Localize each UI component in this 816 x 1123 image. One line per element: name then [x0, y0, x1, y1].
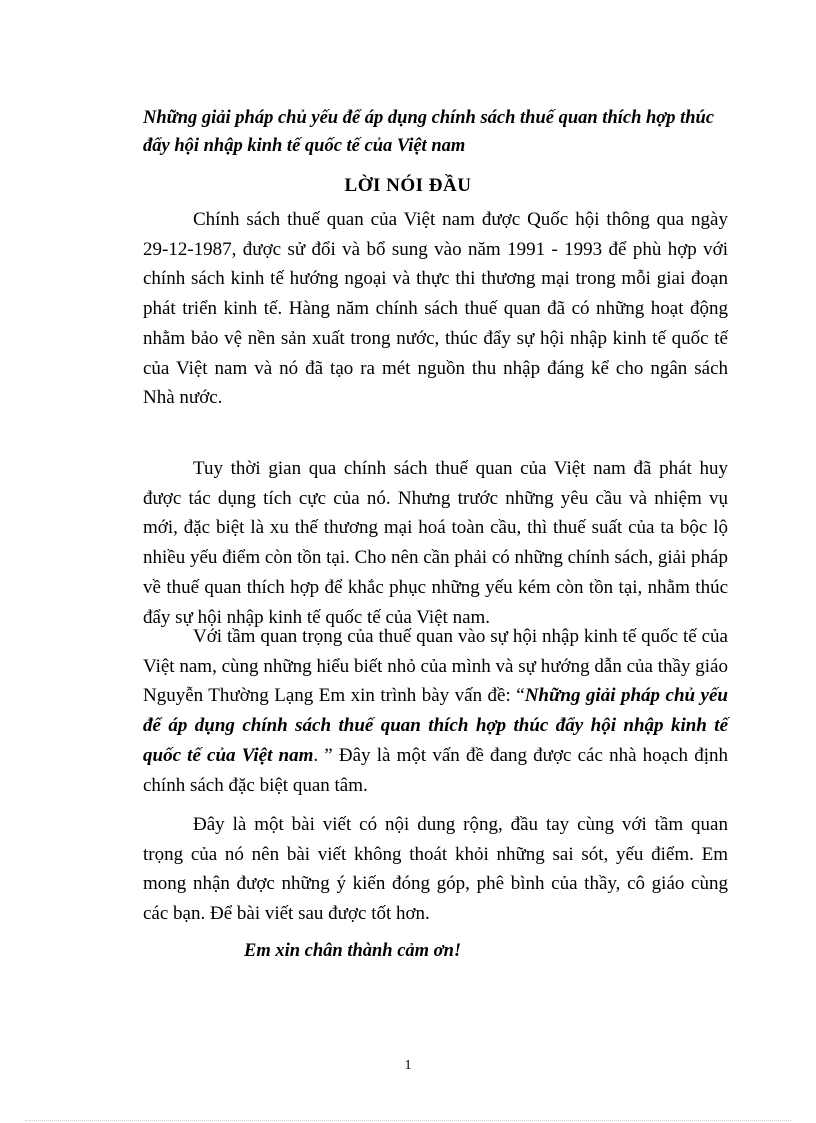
page-number: 1	[404, 1058, 412, 1073]
page-bottom-divider	[25, 1120, 791, 1121]
closing-thanks: Em xin chân thành cảm ơn!	[244, 941, 462, 961]
paragraph-1: Chính sách thuế quan của Việt nam được Quốc hội thông qua ngày 29-12-1987, được sử đổi và bổ sung vào năm 1991 - 1993 để phù hợp với chính sách kinh tế hướng ngoại và thực thi thương mại trong mỗi giai đoạn phát triển kinh tế. Hàng năm chính sách thuế quan đã có những hoạt động nhằm bảo vệ nền sản xuất trong nước, thúc đẩy sự hội nhập kinh tế quốc tế của Việt nam và nó đã tạo ra mét nguồn thu nhập đáng kể cho ngân sách Nhà nước.	[143, 209, 728, 409]
section-heading: LỜI NÓI ĐẦU	[344, 175, 472, 196]
document-title: Những giải pháp chủ yếu để áp dụng chính sách thuế quan thích hợp thúc đẩy hội nhập kinh tế quốc tế của Việt nam	[143, 108, 715, 156]
paragraph-2: Tuy thời gian qua chính sách thuế quan của Việt nam đã phát huy được tác dụng tích cực của nó. Nhưng trước những yêu cầu và nhiệm vụ mới, đặc biệt là xu thế thương mại hoá toàn cầu, thì thuế suất của ta bộc lộ nhiều yếu điểm còn tồn tại. Cho nên cần phải có những chính sách, giải pháp về thuế quan thích hợp để khắc phục những yếu kém còn tồn tại, nhằm thúc đẩy sự hội nhập kinh tế quốc tế của Việt nam.	[143, 458, 728, 628]
paragraph-3-emphasis: Những giải pháp chủ yếu để áp dụng chính sách thuế quan thích hợp thúc đẩy hội nhập kinh tế quốc tế của Việt nam	[143, 685, 728, 766]
paragraph-3-intro: Với tầm quan trọng của thuế quan vào sự hội nhập kinh tế quốc tế của Việt nam, cùng những hiểu biết nhỏ của mình và sự hướng dẫn của thầy giáo Nguyễn Thường Lạng Em xin trình bày vấn đề: “	[143, 626, 728, 707]
paragraph-4: Đây là một bài viết có nội dung rộng, đầu tay cùng với tầm quan trọng của nó nên bài viết không thoát khỏi những sai sót, yếu điểm. Em mong nhận được những ý kiến đóng góp, phê bình của thầy, cô giáo cùng các bạn. Để bài viết sau được tốt hơn.	[143, 814, 728, 925]
paragraph-3-outro: . ” Đây là một vấn đề đang được các nhà hoạch định chính sách đặc biệt quan tâm.	[143, 744, 728, 796]
paragraph-3	[143, 622, 728, 800]
